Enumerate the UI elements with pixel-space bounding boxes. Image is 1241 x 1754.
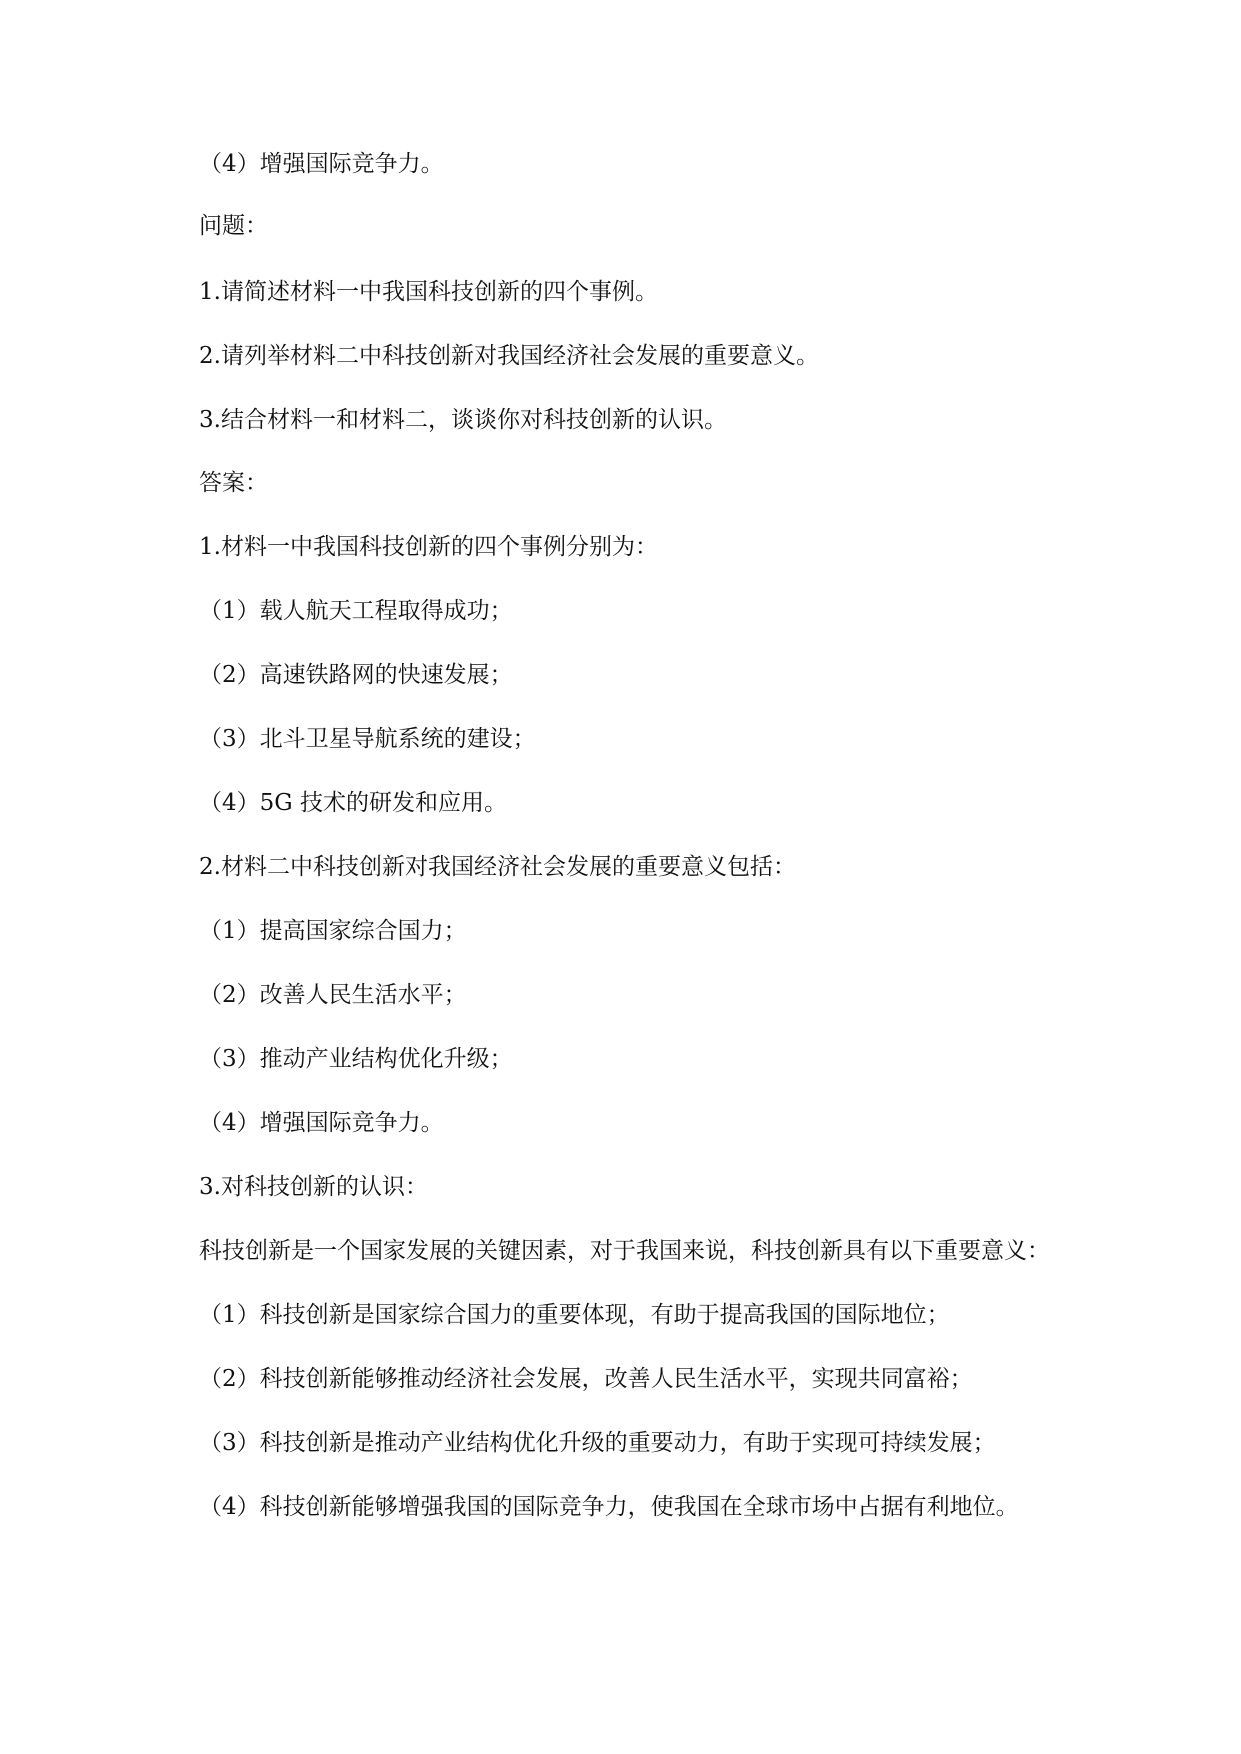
answer-2-item-4: （4）增强国际竞争力。 <box>199 1110 444 1136</box>
question-3: 3.结合材料一和材料二，谈谈你对科技创新的认识。 <box>199 407 727 433</box>
questions-heading: 问题： <box>199 213 268 239</box>
answers-heading: 答案： <box>199 470 268 496</box>
answer-3-item-2: （2）科技创新能够推动经济社会发展，改善人民生活水平，实现共同富裕； <box>199 1366 973 1392</box>
question-2: 2.请列举材料二中科技创新对我国经济社会发展的重要意义。 <box>199 343 819 369</box>
answer-1-intro: 1.材料一中我国科技创新的四个事例分别为： <box>199 534 658 560</box>
answer-2-intro: 2.材料二中科技创新对我国经济社会发展的重要意义包括： <box>199 854 796 880</box>
answer-3-item-3: （3）科技创新是推动产业结构优化升级的重要动力，有助于实现可持续发展； <box>199 1430 996 1456</box>
answer-2-item-3: （3）推动产业结构优化升级； <box>199 1046 513 1072</box>
answer-3-item-4: （4）科技创新能够增强我国的国际竞争力，使我国在全球市场中占据有利地位。 <box>199 1494 1019 1520</box>
answer-1-item-2: （2）高速铁路网的快速发展； <box>199 662 513 688</box>
text-line-item-4-competitiveness: （4）增强国际竞争力。 <box>199 151 444 177</box>
answer-3-paragraph: 科技创新是一个国家发展的关键因素，对于我国来说，科技创新具有以下重要意义： <box>199 1238 1050 1264</box>
answer-2-item-2: （2）改善人民生活水平； <box>199 982 467 1008</box>
answer-3-intro: 3.对科技创新的认识： <box>199 1174 428 1200</box>
answer-2-item-1: （1）提高国家综合国力； <box>199 918 467 944</box>
answer-1-item-1: （1）载人航天工程取得成功； <box>199 598 513 624</box>
answer-1-item-4: （4）5G 技术的研发和应用。 <box>199 790 507 816</box>
answer-1-item-3: （3）北斗卫星导航系统的建设； <box>199 726 536 752</box>
answer-3-item-1: （1）科技创新是国家综合国力的重要体现，有助于提高我国的国际地位； <box>199 1302 950 1328</box>
question-1: 1.请简述材料一中我国科技创新的四个事例。 <box>199 279 658 305</box>
